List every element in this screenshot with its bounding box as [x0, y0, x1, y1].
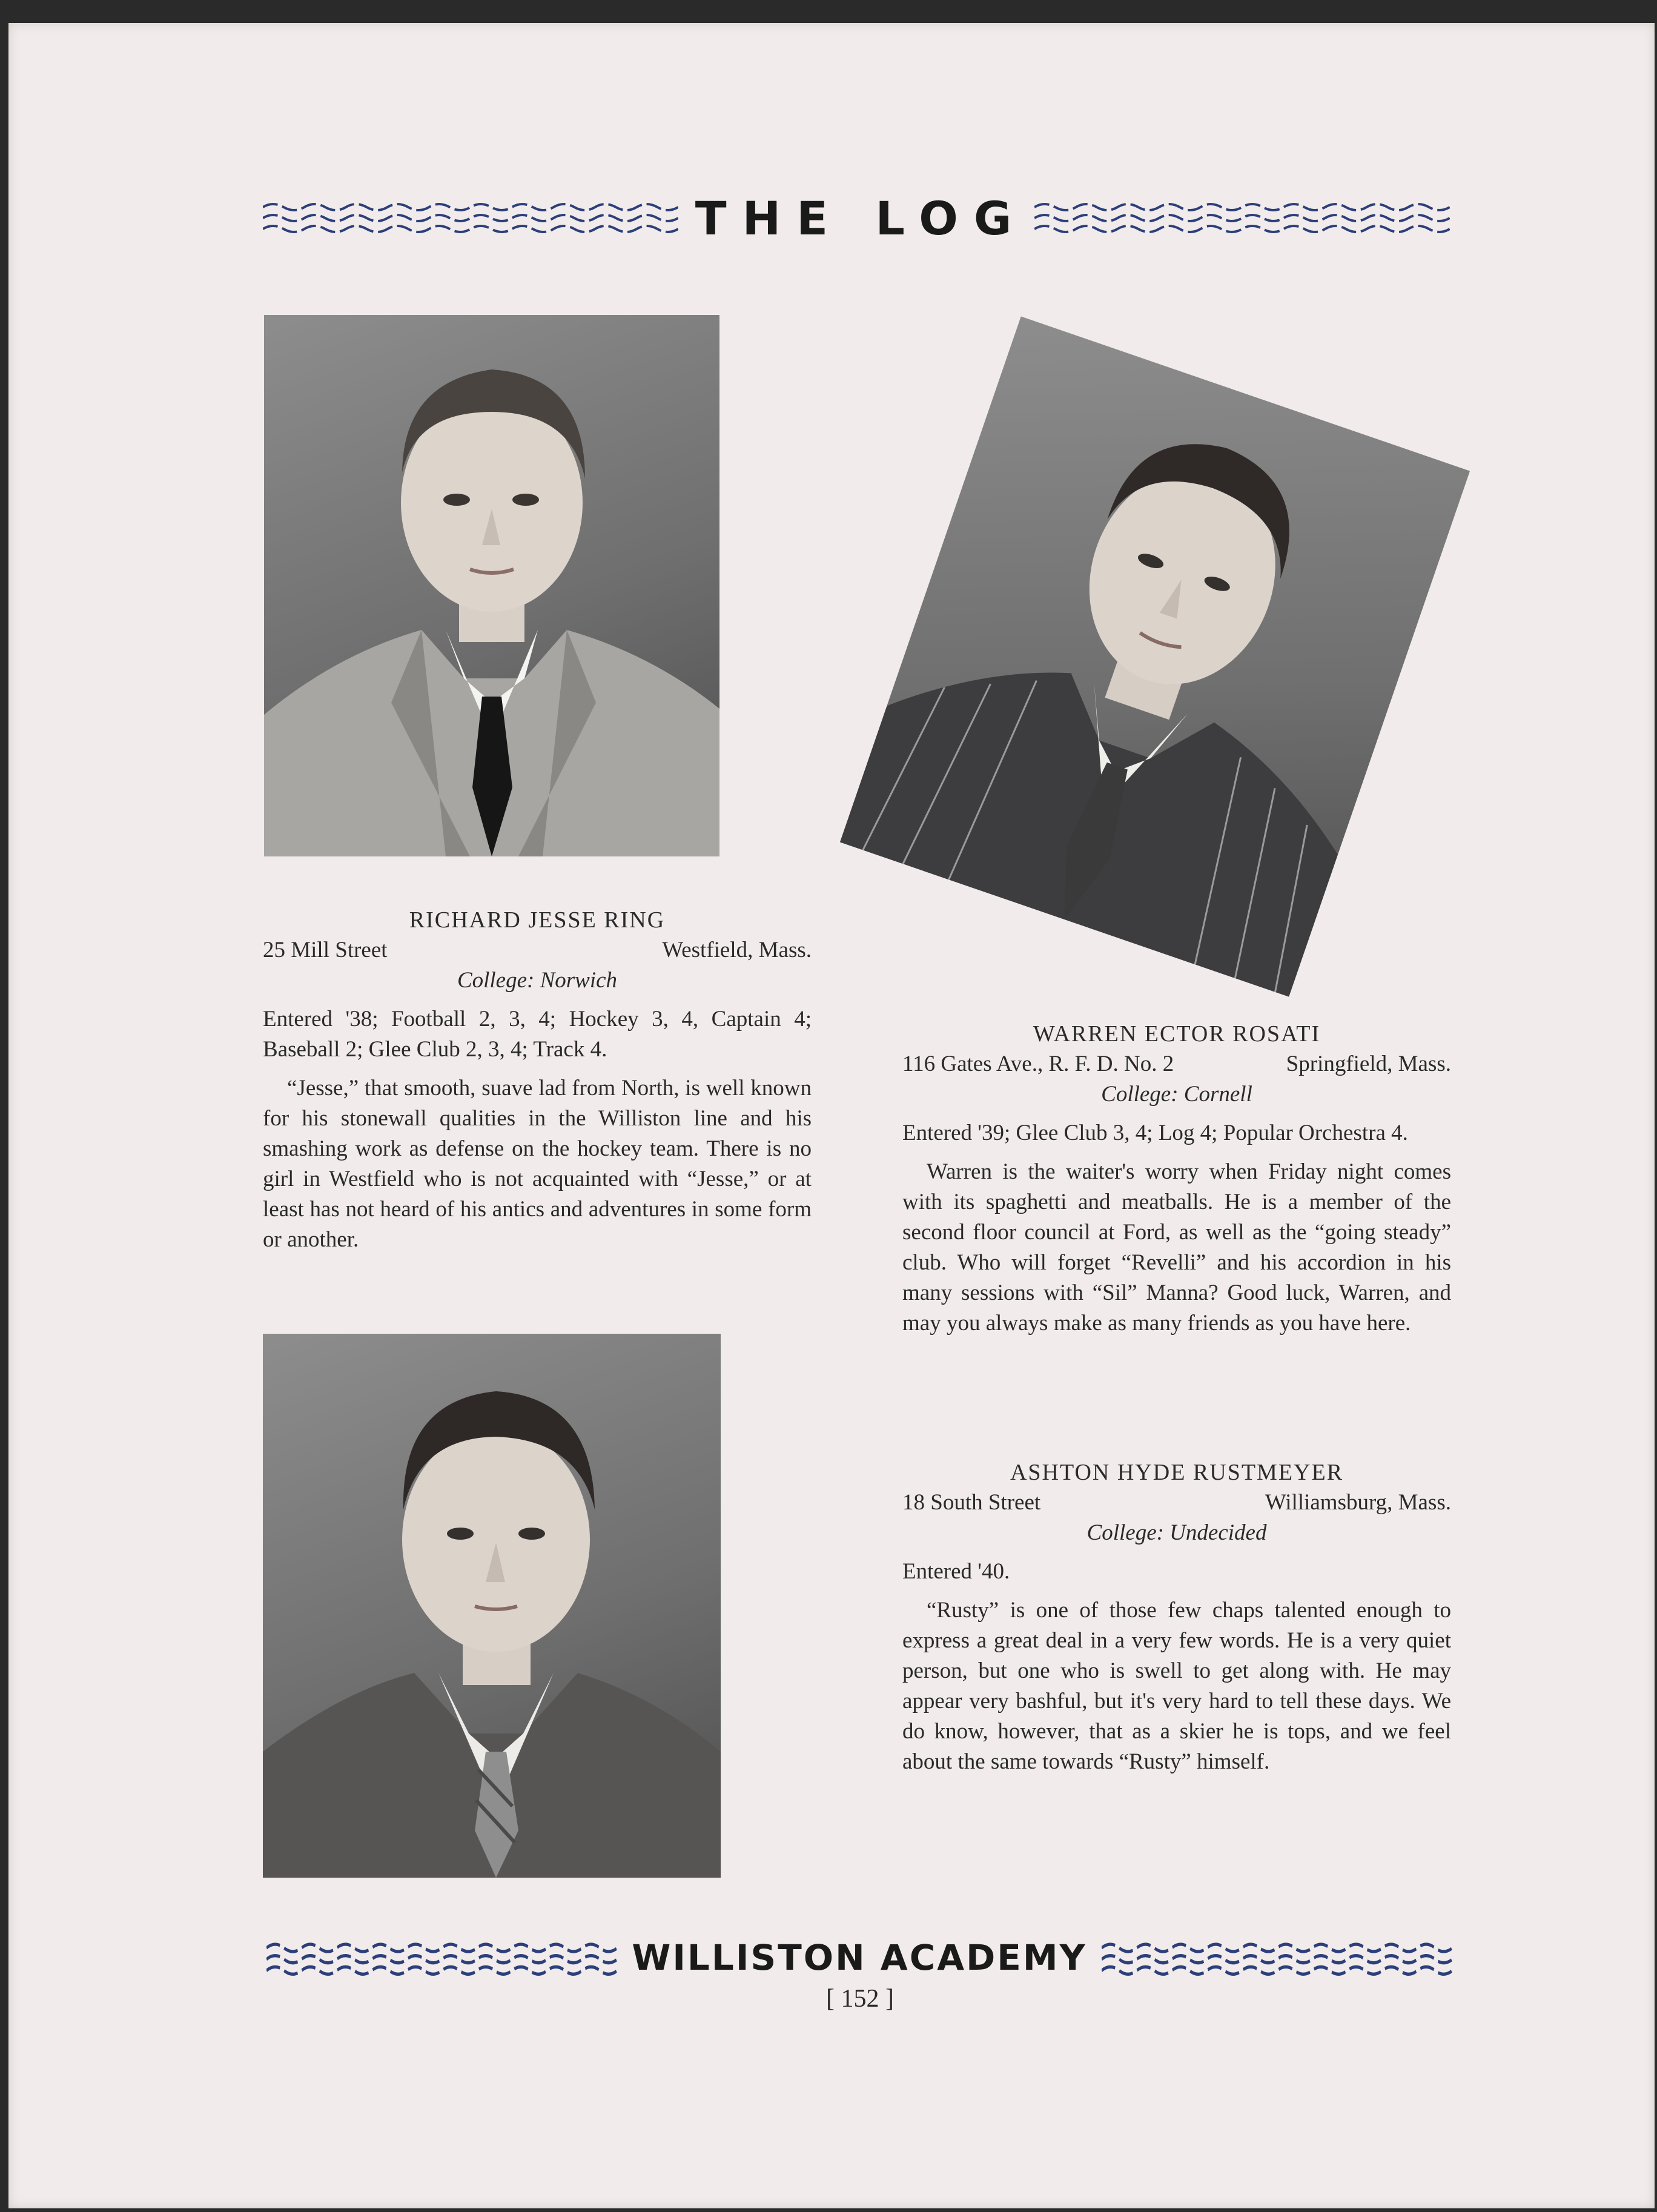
activities: Entered '39; Glee Club 3, 4; Log 4; Popular Orchestra 4.	[902, 1121, 1408, 1145]
biography: “Jesse,” that smooth, suave lad from North, is well known for his stonewall qualities in the Williston line and his smashing work as defense on the hockey team. There is no girl in Westfield who is not acquainted with “Jesse,” or at least has not heard of his antics and adventures in some form or another.	[263, 1076, 812, 1252]
address-line	[902, 1488, 1451, 1518]
town: Williamsburg, Mass.	[1265, 1490, 1451, 1515]
street-address: 18 South Street	[902, 1490, 1041, 1515]
college: College: Cornell	[1101, 1082, 1252, 1107]
college: College: Norwich	[457, 968, 618, 993]
student-name: WARREN ECTOR ROSATI	[1033, 1021, 1321, 1047]
wave-ornament-right	[1102, 1938, 1452, 1977]
town: Westfield, Mass.	[662, 938, 812, 962]
wave-ornament-left	[263, 199, 678, 237]
street-address: 25 Mill Street	[263, 938, 388, 962]
page-header	[263, 188, 1450, 248]
portrait-richard-ring	[264, 315, 719, 856]
biography: “Rusty” is one of those few chaps talented enough to express a great deal in a very few words. He is a very quiet person, but one who is swell to get along with. He may appear very bashful, but it's very hard to tell these days. We do know, however, that as a skier he is tops, and we feel about the same towards “Rusty” himself.	[902, 1598, 1451, 1774]
street-address: 116 Gates Ave., R. F. D. No. 2	[902, 1051, 1174, 1076]
page-title: THE LOG	[695, 191, 1028, 245]
address-line	[902, 1049, 1451, 1079]
wave-ornament-right	[1034, 199, 1450, 237]
school-name: WILLISTON ACADEMY	[632, 1937, 1087, 1978]
entry-warren-rosati	[902, 1019, 1451, 1339]
student-name: ASHTON HYDE RUSTMEYER	[1010, 1460, 1344, 1485]
college: College: Undecided	[1086, 1520, 1267, 1545]
town: Springfield, Mass.	[1286, 1051, 1451, 1076]
student-name: RICHARD JESSE RING	[409, 907, 666, 933]
address-line	[263, 935, 812, 965]
wave-ornament-left	[266, 1938, 617, 1977]
activities: Entered '40.	[902, 1559, 1010, 1584]
entry-ashton-rustmeyer	[902, 1457, 1451, 1777]
page-number: [ 152 ]	[826, 1985, 894, 2013]
page-footer	[266, 1933, 1452, 1982]
biography: Warren is the waiter's worry when Friday night comes with its spaghetti and meatballs. He is a member of the second floor council at Ford, as well as the “going steady” club. Who will forget “Revelli” and his accordion in his many sessions with “Sil” Manna? Good luck, Warren, and may you always make as many friends as you have here.	[902, 1159, 1451, 1336]
activities: Entered '38; Football 2, 3, 4; Hockey 3, 4, Captain 4; Baseball 2; Glee Club 2, 3, 4; Track 4.	[263, 1007, 812, 1062]
entry-richard-ring	[263, 905, 812, 1255]
portrait-ashton-rustmeyer	[263, 1334, 721, 1878]
